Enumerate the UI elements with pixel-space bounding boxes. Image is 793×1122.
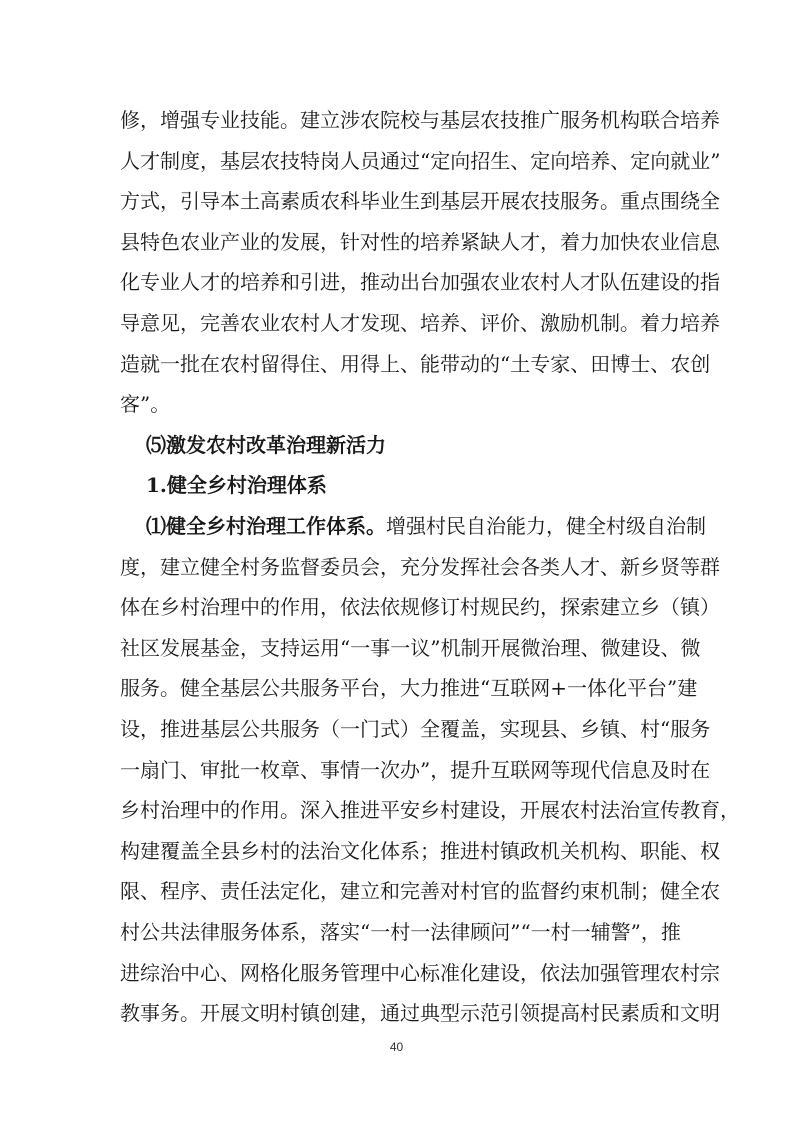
body-text-line: 乡村治理中的作用。深入推进平安乡村建设，开展农村法治宣传教育，: [120, 798, 740, 822]
body-text-line: 县特色农业产业的发展，针对性的培养紧缺人才，着力加快农业信息: [120, 230, 720, 254]
body-text-line: 进综治中心、网格化服务管理中心标准化建设，依法加强管理农村宗: [120, 961, 720, 985]
body-text-line: 构建覆盖全县乡村的法治文化体系；推进村镇政机关机构、职能、权: [120, 839, 720, 863]
subsection-heading: 1.健全乡村治理体系: [146, 473, 327, 497]
body-text-line: 村公共法律服务体系，落实“一村一法律顾问”“一村一辅警”，推: [120, 920, 681, 944]
body-text-line: 一扇门、审批一枚章、事情一次办”，提升互联网等现代信息及时在: [120, 758, 711, 782]
body-text-line: 设，推进基层公共服务（一门式）全覆盖，实现县、乡镇、村“服务: [120, 717, 711, 741]
body-text-line: 服务。健全基层公共服务平台，大力推进“互联网+一体化平台”建: [120, 676, 698, 700]
paragraph-first-rest: 增强村民自治能力，健全村级自治制: [386, 514, 706, 538]
body-text-line: 社区发展基金，支持运用“一事一议”机制开展微治理、微建设、微: [120, 636, 701, 660]
body-text-line: 造就一批在农村留得住、用得上、能带动的“土专家、田博士、农创: [120, 352, 711, 376]
body-text-line: 客”。: [120, 392, 171, 416]
body-text-line: 教事务。开展文明村镇创建，通过典型示范引领提高村民素质和文明: [120, 1001, 720, 1025]
body-text-line: 人才制度，基层农技特岗人员通过“定向招生、定向培养、定向就业”: [120, 149, 721, 173]
body-text-line: 化专业人才的培养和引进，推动出台加强农业农村人才队伍建设的指: [120, 270, 720, 294]
paragraph-first-line: [146, 512, 706, 540]
body-text-line: 体在乡村治理中的作用，依法依规修订村规民约，探索建立乡（镇）: [120, 595, 720, 619]
section-heading: ⑸激发农村改革治理新活力: [146, 433, 386, 457]
page-number: 40: [389, 1040, 404, 1054]
body-text-line: 方式，引导本土高素质农科毕业生到基层开展农技服务。重点围绕全: [120, 189, 720, 213]
body-text-line: 度，建立健全村务监督委员会，充分发挥社会各类人才、新乡贤等群: [120, 555, 720, 579]
body-text-line: 修，增强专业技能。建立涉农院校与基层农技推广服务机构联合培养: [120, 108, 720, 132]
paragraph-lead: ⑴健全乡村治理工作体系。: [146, 514, 386, 538]
body-text-line: 导意见，完善农业农村人才发现、培养、评价、激励机制。着力培养: [120, 311, 720, 335]
body-text-line: 限、程序、责任法定化，建立和完善对村官的监督约束机制；健全农: [120, 879, 720, 903]
